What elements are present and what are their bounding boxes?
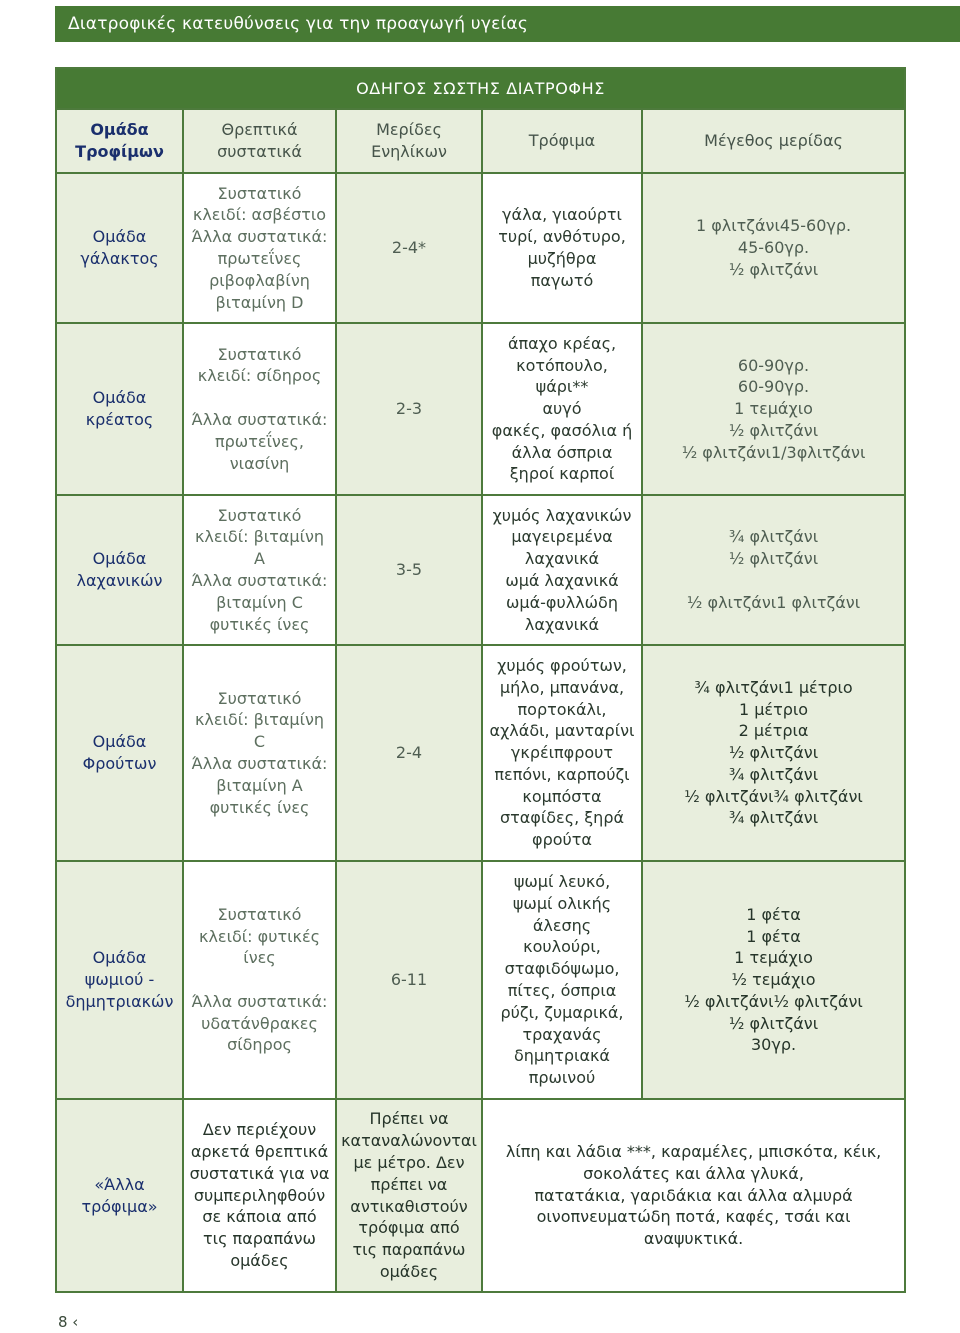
table-title-row <box>56 68 905 109</box>
cell-line: βιταμίνη A <box>216 775 303 795</box>
cell-line: ½ φλιτζάνι <box>728 549 819 569</box>
cell-line: ομάδες <box>230 1250 289 1270</box>
cell-line: μήλο, μπανάνα, <box>499 677 625 697</box>
cell-line: Συστατικό <box>217 183 302 203</box>
cell-line: με μέτρο. Δεν <box>353 1152 465 1172</box>
cell-line: ½ φλιτζάνι <box>728 259 819 279</box>
cell-line: 60-90γρ. <box>737 377 810 397</box>
cell-line: A <box>254 549 265 569</box>
cell-line: άπαχο κρέας, <box>507 333 617 353</box>
cell-line: τις παραπάνω <box>203 1229 316 1249</box>
cell-line: φακές, φασόλια ή <box>491 420 633 440</box>
cell-line: Ομάδα <box>92 388 147 408</box>
cell-line: άλλα όσπρια <box>511 442 613 462</box>
group-cell <box>56 173 183 323</box>
cell-line: αυγό <box>542 399 582 419</box>
table-row-vegetables <box>56 495 905 645</box>
cell-line: χυμός φρούτων, <box>497 655 627 675</box>
servings-cell: 3-5 <box>336 495 482 645</box>
cell-line: Τροφίμων <box>75 142 164 161</box>
cell-line: Άλλα συστατικά: <box>191 991 328 1011</box>
group-cell <box>56 645 183 861</box>
cell-line: συστατικά <box>217 142 302 161</box>
cell-line: 1 φέτα <box>746 926 801 946</box>
cell-line: φυτικές ίνες <box>209 614 310 634</box>
table-row-fruit <box>56 645 905 861</box>
cell-line: ½ φλιτζάνι <box>728 420 819 440</box>
cell-line: γάλα, γιαούρτι <box>502 205 622 225</box>
cell-line: σοκολάτες και άλλα γλυκά, <box>583 1163 804 1183</box>
cell-line: Ομάδα <box>92 732 147 752</box>
cell-line: Συστατικό <box>217 344 302 364</box>
page-banner <box>55 6 960 42</box>
cell-line: πίτες, όσπρια <box>507 981 617 1000</box>
cell-line: αρκετά θρεπτικά <box>190 1142 329 1161</box>
foods-cell <box>482 173 642 323</box>
portion-cell <box>642 323 905 495</box>
cell-line: τις παραπάνω <box>352 1240 466 1260</box>
group-cell <box>56 495 183 645</box>
cell-line: Άλλα συστατικά: <box>191 410 328 429</box>
cell-line: ½ τεμάχιο <box>731 970 816 990</box>
cell-line: Συστατικό <box>217 904 302 924</box>
cell-line: 60-90γρ. <box>737 355 810 375</box>
nutrients-cell <box>183 173 336 323</box>
cell-line: 1 τεμάχιο <box>734 948 813 968</box>
cell-line: ¾ φλιτζάνι <box>728 764 819 784</box>
cell-line: ωμά-φυλλώδη <box>506 592 618 612</box>
cell-line: φρούτα <box>532 830 592 850</box>
cell-line <box>188 969 331 991</box>
cell-line: αντικαθιστούν <box>350 1196 468 1216</box>
cell-line: ½ φλιτζάνι <box>728 743 819 763</box>
cell-line: τραχανάς <box>522 1024 602 1044</box>
cell-line: αχλάδι, μανταρίνι <box>489 721 635 741</box>
cell-line: πρέπει να <box>370 1174 448 1194</box>
cell-line: πρωτεΐνες, <box>215 431 304 451</box>
header-servings <box>336 109 482 173</box>
cell-line: 2 μέτρια <box>738 721 809 741</box>
cell-line: βιταμίνη C <box>216 592 303 612</box>
group-cell <box>56 323 183 495</box>
cell-line: δημητριακά <box>514 1046 610 1066</box>
cell-line: λαχανικά <box>524 614 600 634</box>
nutrients-cell <box>183 645 336 861</box>
cell-line: ½ φλιτζάνι1/3φλιτζάνι <box>681 442 866 462</box>
cell-line: αναψυκτικά. <box>643 1229 744 1249</box>
cell-line: άλεσης <box>532 915 592 935</box>
servings-cell <box>336 1099 482 1292</box>
cell-line: 1 φλιτζάνι45-60γρ. <box>695 216 852 236</box>
foods-cell <box>482 495 642 645</box>
servings-cell: 2-3 <box>336 323 482 495</box>
table-row-meat <box>56 323 905 495</box>
header-group <box>56 109 183 173</box>
cell-line: Ενηλίκων <box>371 142 447 161</box>
cell-line: κρέατος <box>85 410 154 429</box>
group-cell <box>56 1099 183 1292</box>
cell-line: ½ φλιτζάνι½ φλιτζάνι <box>684 991 863 1011</box>
cell-line: ψωμί ολικής <box>512 893 612 913</box>
cell-line: κοτόπουλο, <box>516 355 608 375</box>
group-cell <box>56 861 183 1099</box>
cell-line: λαχανικών <box>76 571 163 590</box>
cell-line: πεπόνι, καρπούζι <box>494 764 630 784</box>
cell-line: τρόφιμα από <box>358 1218 460 1238</box>
cell-line <box>647 570 900 592</box>
cell-line: κλειδί: ασβέστιο <box>192 205 327 225</box>
cell-line: 45-60γρ. <box>737 238 810 258</box>
cell-line: τυρί, ανθότυρο, <box>498 227 626 247</box>
cell-line: ¾ φλιτζάνι <box>728 808 819 828</box>
portion-cell <box>642 861 905 1099</box>
cell-line: συστατικά για να <box>189 1163 330 1183</box>
cell-line: λίπη και λάδια ***, καραμέλες, μπισκότα, κέικ, <box>505 1142 882 1161</box>
cell-line: λαχανικά <box>524 549 600 569</box>
cell-line: ½ φλιτζάνι <box>728 1013 819 1033</box>
cell-line: σίδηρος <box>227 1035 292 1055</box>
cell-line: φυτικές ίνες <box>209 797 310 817</box>
servings-cell: 2-4* <box>336 173 482 323</box>
cell-line: σε κάποια από <box>202 1207 317 1227</box>
cell-line: κλειδί: βιταμίνη <box>194 527 325 547</box>
cell-line: νιασίνη <box>229 453 290 473</box>
cell-line: σταφιδόψωμο, <box>504 959 620 979</box>
cell-line: ½ φλιτζάνι¾ φλιτζάνι <box>684 786 863 806</box>
cell-line: μαγειρεμένα <box>511 527 613 547</box>
cell-line: Μερίδες <box>376 120 442 140</box>
cell-line: ψωμί λευκό, <box>513 872 611 892</box>
nutrients-cell <box>183 495 336 645</box>
portion-cell <box>642 645 905 861</box>
cell-line: πρωινού <box>528 1068 596 1088</box>
cell-line: πρωτεΐνες <box>217 249 302 268</box>
header-foods <box>482 109 642 173</box>
cell-line: 1 φέτα <box>746 904 801 924</box>
diet-guide-table <box>55 67 906 1293</box>
cell-line: ¾ φλιτζάνι <box>728 527 819 547</box>
cell-line: Τρόφιμα <box>528 131 596 151</box>
header-nutrients <box>183 109 336 173</box>
cell-line: ½ φλιτζάνι1 φλιτζάνι <box>686 592 861 612</box>
cell-line: «Άλλα <box>94 1174 145 1194</box>
cell-line: Θρεπτικά <box>221 120 298 140</box>
cell-line: ξηροί καρποί <box>509 464 615 484</box>
header-size <box>642 109 905 173</box>
page-number: 8 ‹ <box>58 1313 79 1331</box>
table-row-other-foods <box>56 1099 905 1292</box>
servings-cell: 2-4 <box>336 645 482 861</box>
cell-line: γάλακτος <box>80 249 159 268</box>
cell-line: Δεν περιέχουν <box>202 1120 317 1140</box>
cell-line: καταναλώνονται <box>341 1131 477 1151</box>
cell-line: γκρέιπφρουτ <box>510 743 614 763</box>
cell-line: κλειδί: βιταμίνη <box>194 710 325 730</box>
cell-line: δημητριακών <box>65 991 174 1011</box>
cell-line: πατατάκια, γαριδάκια και άλλα αλμυρά <box>534 1185 853 1205</box>
cell-line: κομπόστα <box>522 786 602 806</box>
nutrients-cell <box>183 861 336 1099</box>
cell-line: Μέγεθος μερίδας <box>704 131 843 151</box>
cell-line: μυζήθρα <box>527 249 597 268</box>
foods-cell <box>482 861 642 1099</box>
portion-cell <box>642 495 905 645</box>
cell-line: Άλλα συστατικά: <box>191 227 328 247</box>
cell-line: Άλλα συστατικά: <box>191 571 328 590</box>
foods-cell <box>482 645 642 861</box>
foods-cell <box>482 323 642 495</box>
cell-line: 1 μέτριο <box>738 699 809 719</box>
cell-line: ομάδες <box>379 1261 439 1281</box>
table-title: ΟΔΗΓΟΣ ΣΩΣΤΗΣ ΔΙΑΤΡΟΦΗΣ <box>56 68 905 109</box>
table-row-bread <box>56 861 905 1099</box>
portion-cell <box>642 173 905 323</box>
cell-line: κλειδί: σίδηρος <box>197 366 322 386</box>
cell-line: υδατάνθρακες <box>201 1013 318 1033</box>
cell-line: 30γρ. <box>750 1035 797 1055</box>
servings-cell: 6-11 <box>336 861 482 1099</box>
cell-line: Συστατικό <box>217 688 302 708</box>
cell-line: Ομάδα <box>92 549 147 569</box>
cell-line: Φρούτων <box>82 754 157 773</box>
cell-line: παγωτό <box>530 270 594 290</box>
cell-line: ψωμιού - <box>84 970 155 990</box>
cell-line: Συστατικό <box>217 505 302 525</box>
cell-line: σταφίδες, ξηρά <box>499 808 625 828</box>
cell-line: Άλλα συστατικά: <box>191 754 328 773</box>
cell-line: ¾ φλιτζάνι1 μέτριο <box>694 677 853 697</box>
cell-line: ψάρι** <box>535 377 589 397</box>
cell-line: Πρέπει να <box>369 1109 449 1129</box>
nutrients-cell <box>183 1099 336 1292</box>
banner-title: Διατροφικές κατευθύνσεις για την προαγωγή υγείας <box>68 14 529 34</box>
cell-line: κουλούρι, <box>523 937 601 957</box>
foods-cell <box>482 1099 905 1292</box>
cell-line: Ομάδα <box>90 120 149 140</box>
cell-line: πορτοκάλι, <box>517 699 607 719</box>
cell-line: 1 τεμάχιο <box>734 399 813 419</box>
cell-line: ίνες <box>243 948 276 968</box>
cell-line: ωμά λαχανικά <box>505 571 619 590</box>
nutrients-cell <box>183 323 336 495</box>
cell-line: C <box>253 732 266 752</box>
cell-line: κλειδί: φυτικές <box>199 926 320 946</box>
cell-line: ρύζι, ζυμαρικά, <box>500 1002 624 1022</box>
cell-line: οινοπνευματώδη ποτά, καφές, τσάι και <box>536 1207 851 1227</box>
cell-line <box>188 387 331 409</box>
cell-line: χυμός λαχανικών <box>492 505 632 525</box>
table-header-row <box>56 109 905 173</box>
cell-line: τρόφιμα» <box>81 1196 158 1216</box>
cell-line: Ομάδα <box>92 227 147 247</box>
cell-line: βιταμίνη D <box>215 292 304 312</box>
cell-line: Ομάδα <box>92 948 147 968</box>
cell-line: ριβοφλαβίνη <box>209 270 310 290</box>
table-row-milk <box>56 173 905 323</box>
cell-line: συμπεριληφθούν <box>193 1185 326 1205</box>
